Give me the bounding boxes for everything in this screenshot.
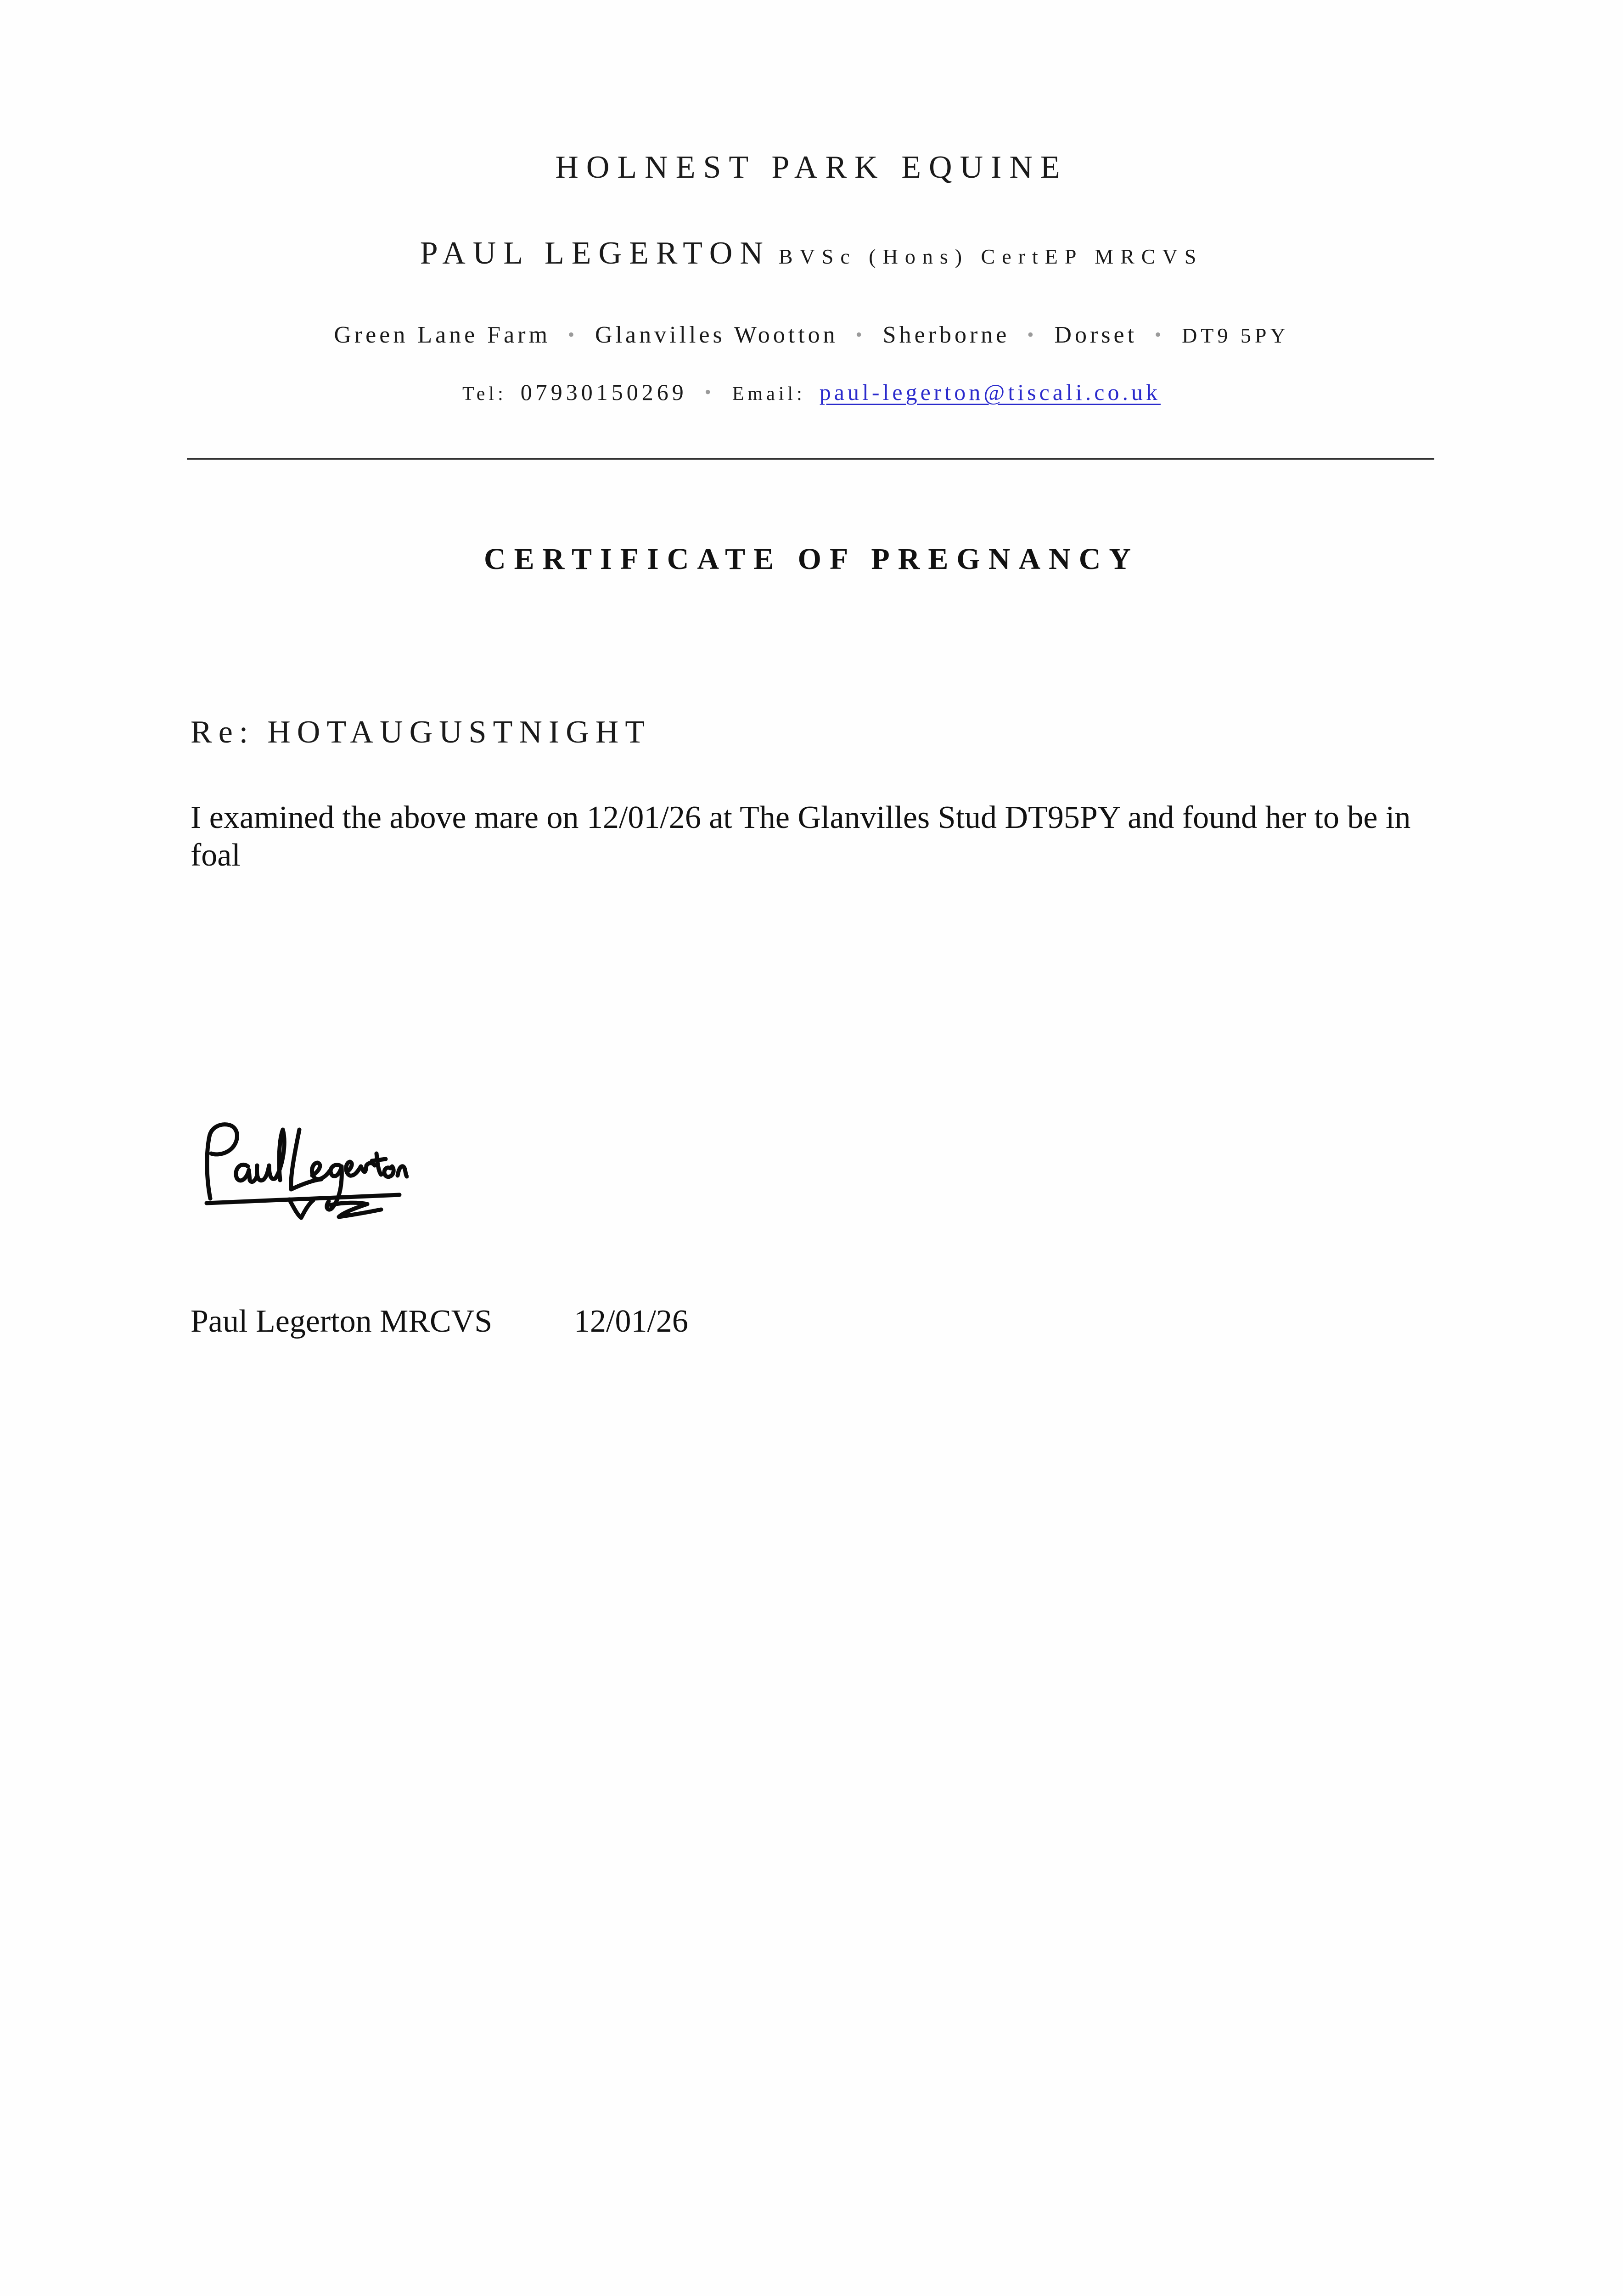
bullet-separator: • <box>704 382 715 402</box>
address-farm: Green Lane Farm <box>334 322 551 348</box>
signoff-date: 12/01/26 <box>574 1304 688 1339</box>
practice-name: HOLNEST PARK EQUINE <box>555 150 1068 185</box>
vet-qualifications: BVSc (Hons) CertEP MRCVS <box>778 245 1203 268</box>
horse-name: HOTAUGUSTNIGHT <box>267 715 651 750</box>
tel-label: Tel: <box>462 383 507 405</box>
certificate-body: I examined the above mare on 12/01/26 at The Glanvilles Stud DT95PY and found her to be in foal <box>191 800 1411 873</box>
bullet-separator: • <box>1027 324 1037 345</box>
tel-number: 07930150269 <box>520 379 687 405</box>
contact-line <box>0 379 1623 405</box>
re-line <box>191 714 651 751</box>
vet-name-line <box>0 235 1623 272</box>
re-label: Re: <box>191 715 255 750</box>
address-county: Dorset <box>1054 322 1138 348</box>
document-title: CERTIFICATE OF PREGNANCY <box>483 542 1140 576</box>
email-label: Email: <box>732 383 806 405</box>
vet-name: PAUL LEGERTON <box>420 236 770 271</box>
bullet-separator: • <box>855 324 865 345</box>
bullet-separator: • <box>1155 324 1165 345</box>
header-divider <box>187 458 1434 460</box>
address-postcode: DT9 5PY <box>1182 324 1289 347</box>
signoff-name: Paul Legerton MRCVS <box>191 1304 493 1339</box>
address-village: Glanvilles Wootton <box>595 322 838 348</box>
signoff-line <box>191 1303 688 1340</box>
signature-image <box>193 1111 409 1231</box>
email-link[interactable]: paul-legerton@tiscali.co.uk <box>819 379 1161 405</box>
bullet-separator: • <box>568 324 578 345</box>
address-line <box>0 321 1623 349</box>
address-town: Sherborne <box>882 322 1010 348</box>
